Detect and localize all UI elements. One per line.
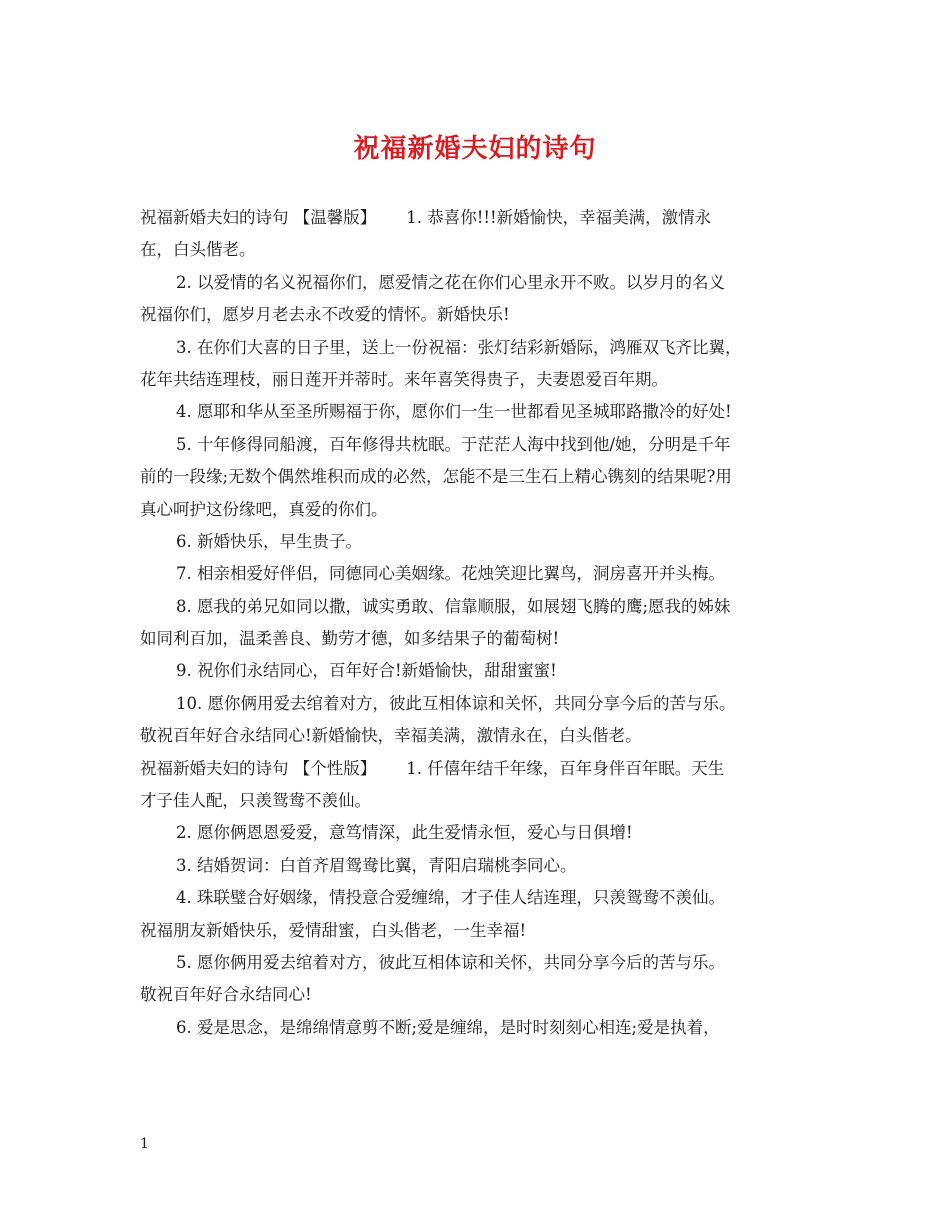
text-line: 敬祝百年好合永结同心!新婚愉快，幸福美满，激情永在，白头偕老。 xyxy=(140,726,642,746)
text-line: 4. 珠联璧合好姻缘，情投意合爱缠绵，才子佳人结连理，只羡鸳鸯不羡仙。 xyxy=(176,888,725,908)
text-line: 敬祝百年好合永结同心! xyxy=(140,985,312,1005)
text-line: 2. 愿你俩恩恩爱爱，意笃情深，此生爱情永恒，爱心与日俱增! xyxy=(176,823,633,843)
document-title: 祝福新婚夫妇的诗句 xyxy=(353,134,597,164)
text-line: 10. 愿你俩用爱去绾着对方，彼此互相体谅和关怀，共同分享今后的苦与乐。 xyxy=(176,693,736,713)
text-line: 祝福新婚夫妇的诗句 【温馨版】 1. 恭喜你!!!新婚愉快，幸福美满，激情永 xyxy=(140,208,712,227)
page-number: 1 xyxy=(140,1136,149,1152)
text-line: 如同利百加，温柔善良、勤劳才德，如多结果子的葡萄树! xyxy=(140,629,560,649)
text-line: 祝福新婚夫妇的诗句 【个性版】 1. 仟僖年结千年缘，百年身伴百年眠。天生 xyxy=(140,758,725,778)
text-line: 4. 愿耶和华从至圣所赐福于你，愿你们一生一世都看见圣城耶路撒冷的好处! xyxy=(176,402,732,422)
text-line: 前的一段缘;无数个偶然堆积而成的必然，怎能不是三生石上精心镌刻的结果呢?用 xyxy=(140,467,732,487)
text-line: 3. 在你们大喜的日子里，送上一份祝福：张灯结彩新婚际，鸿雁双飞齐比翼， xyxy=(176,337,742,357)
text-line: 5. 十年修得同船渡，百年修得共枕眠。于茫茫人海中找到他/她，分明是千年 xyxy=(176,434,731,454)
text-line: 6. 新婚快乐，早生贵子。 xyxy=(176,531,362,551)
text-line: 9. 祝你们永结同心，百年好合!新婚愉快，甜甜蜜蜜! xyxy=(176,661,557,681)
text-line: 3. 结婚贺词：白首齐眉鸳鸯比翼，青阳启瑞桃李同心。 xyxy=(176,855,577,875)
document-body xyxy=(140,202,820,1044)
text-line: 花年共结连理枝，丽日莲开并蒂时。来年喜笑得贵子，夫妻恩爱百年期。 xyxy=(140,369,668,389)
text-line: 2. 以爱情的名义祝福你们，愿爱情之花在你们心里永开不败。以岁月的名义 xyxy=(176,272,725,292)
text-line: 6. 爱是思念，是绵绵情意剪不断;爱是缠绵，是时时刻刻心相连;爱是执着， xyxy=(176,1017,720,1037)
text-line: 7. 相亲相爱好伴侣，同德同心美姻缘。花烛笑迎比翼鸟，洞房喜开并头梅。 xyxy=(176,564,725,584)
text-line: 才子佳人配，只羡鸳鸯不羡仙。 xyxy=(140,791,371,811)
text-line: 在，白头偕老。 xyxy=(140,240,256,260)
text-line: 5. 愿你俩用爱去绾着对方，彼此互相体谅和关怀，共同分享今后的苦与乐。 xyxy=(176,952,725,972)
text-line: 祝福朋友新婚快乐，爱情甜蜜，白头偕老，一生幸福! xyxy=(140,920,527,940)
text-line: 8. 愿我的弟兄如同以撒，诚实勇敢、信靠顺服，如展翅飞腾的鹰;愿我的姊妹 xyxy=(176,596,731,616)
text-line: 祝福你们，愿岁月老去永不改爱的情怀。新婚快乐! xyxy=(140,305,510,325)
text-line: 真心呵护这份缘吧，真爱的你们。 xyxy=(140,499,388,519)
